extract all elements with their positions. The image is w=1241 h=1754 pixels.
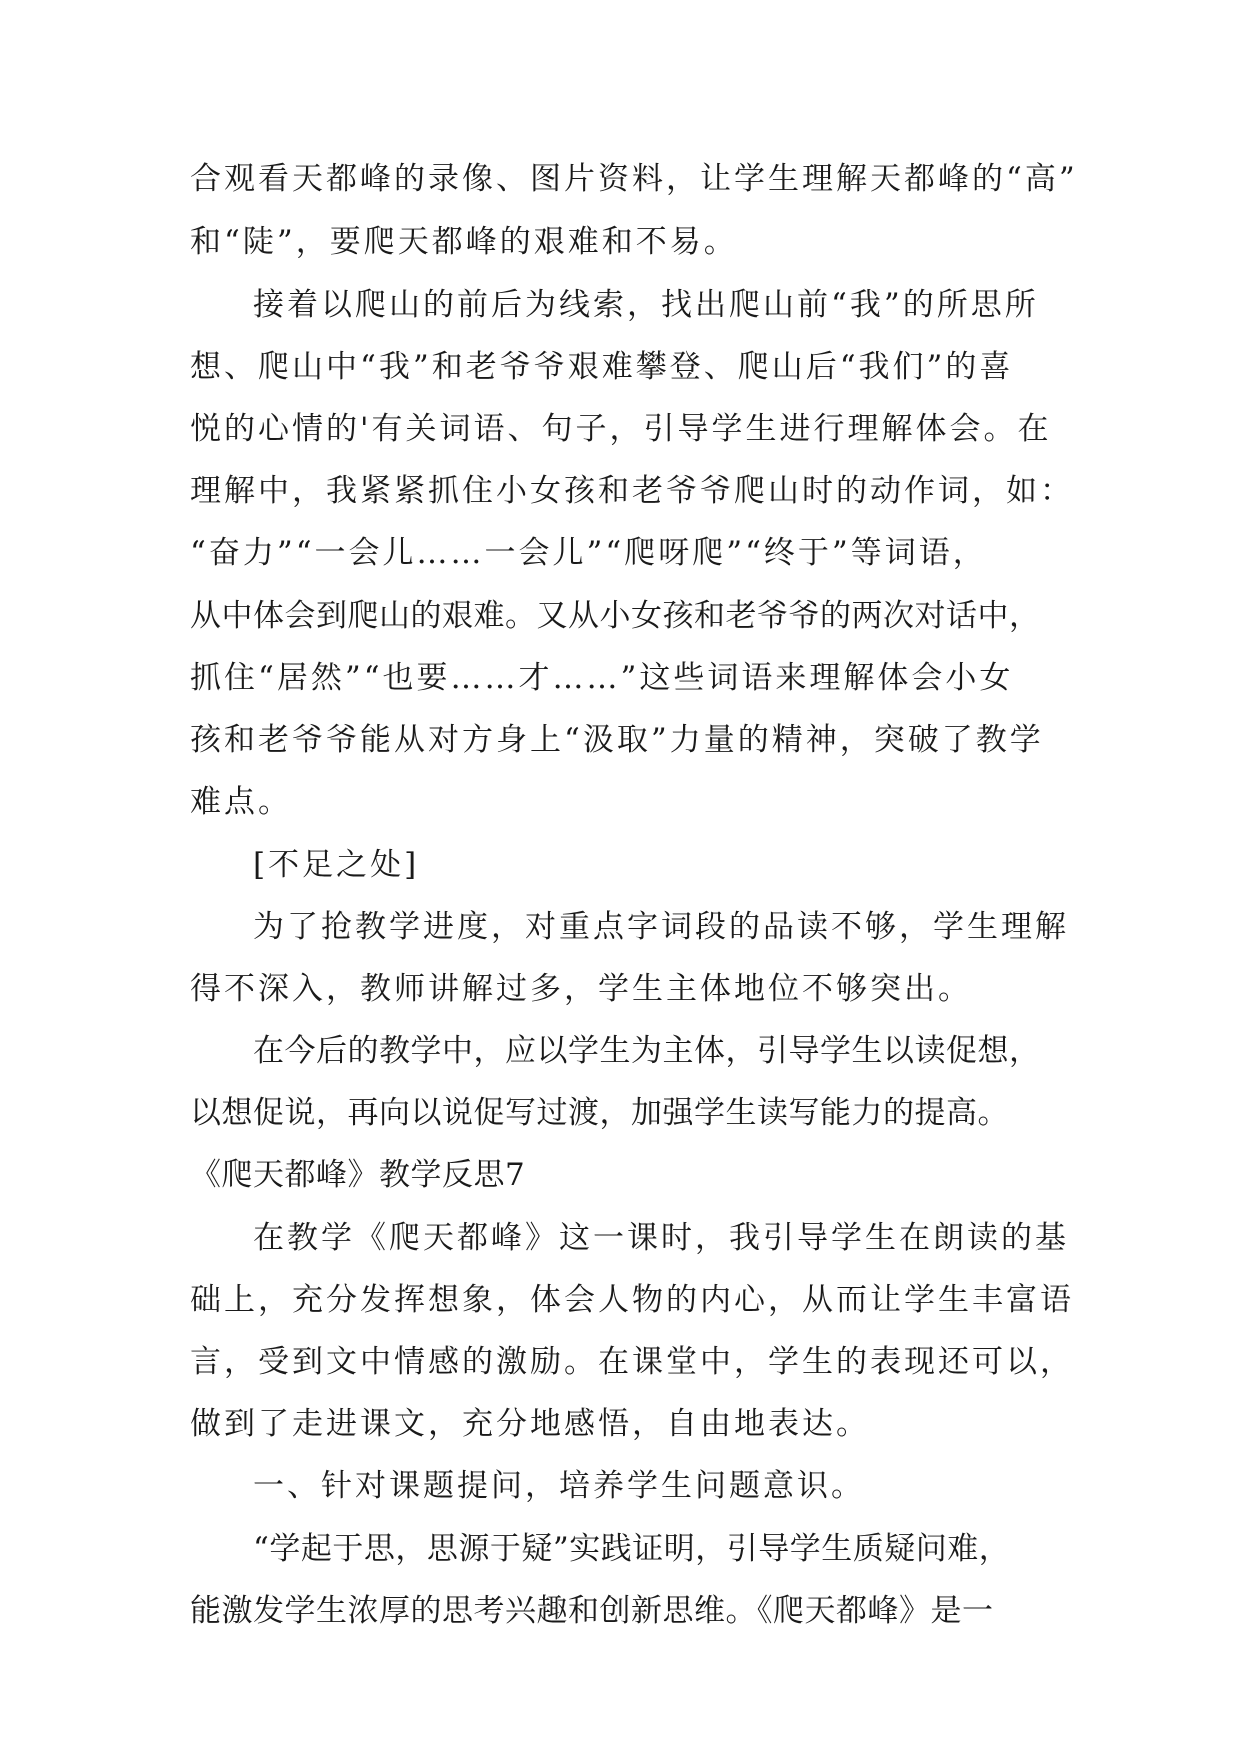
text-line: 能激发学生浓厚的思考兴趣和创新思维。《爬天都峰》是一 <box>190 1593 994 1629</box>
text-line: 础上，充分发挥想象，体会人物的内心，从而让学生丰富语 <box>190 1282 1074 1318</box>
text-line: 合观看天都峰的录像、图片资料，让学生理解天都峰的“高” <box>190 161 1078 197</box>
paragraph-start: “学起于思，思源于疑”实践证明，引导学生质疑问难， <box>253 1531 1011 1567</box>
paragraph-start: 在教学《爬天都峰》这一课时，我引导学生在朗读的基 <box>253 1220 1069 1256</box>
text-line: 抓住“居然”“也要……才……”这些词语来理解体会小女 <box>190 660 1014 696</box>
text-line: 言，受到文中情感的激励。在课堂中，学生的表现还可以， <box>190 1344 1074 1380</box>
document-heading: 《爬天都峰》教学反思7 <box>190 1157 526 1193</box>
text-line: 以想促说，再向以说促写过渡，加强学生读写能力的提高。 <box>190 1095 1009 1131</box>
text-line: 悦的心情的'有关词语、句子，引导学生进行理解体会。在 <box>190 411 1052 447</box>
text-line: 和“陡”，要爬天都峰的艰难和不易。 <box>190 224 738 260</box>
section-heading: [不足之处] <box>253 847 420 883</box>
text-line: 难点。 <box>190 784 292 820</box>
paragraph-start: 为了抢教学进度，对重点字词段的品读不够，学生理解 <box>253 909 1069 945</box>
section-heading: 一、针对课题提问，培养学生问题意识。 <box>253 1468 865 1504</box>
text-line: 从中体会到爬山的艰难。又从小女孩和老爷爷的两次对话中， <box>190 598 1041 634</box>
text-line: 想、爬山中“我”和老爷爷艰难攀登、爬山后“我们”的喜 <box>190 349 1014 385</box>
text-line: “奋力”“一会儿……一会儿”“爬呀爬”“终于”等词语， <box>190 535 987 571</box>
paragraph-start: 在今后的教学中，应以学生为主体，引导学生以读促想， <box>253 1033 1041 1069</box>
text-line: 孩和老爷爷能从对方身上“汲取”力量的精神，突破了教学 <box>190 722 1044 758</box>
text-line: 理解中，我紧紧抓住小女孩和老爷爷爬山时的动作词，如： <box>190 473 1074 509</box>
text-line: 得不深入，教师讲解过多，学生主体地位不够突出。 <box>190 971 972 1007</box>
paragraph-start: 接着以爬山的前后为线索，找出爬山前“我”的所思所 <box>253 287 1039 323</box>
text-line: 做到了走进课文，充分地感悟，自由地表达。 <box>190 1406 870 1442</box>
